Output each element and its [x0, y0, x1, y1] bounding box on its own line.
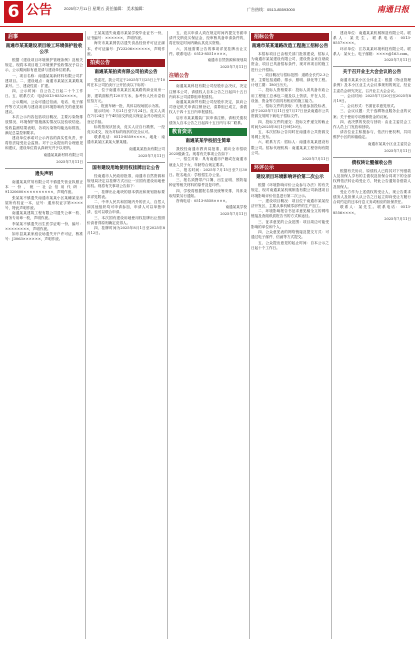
notice-paragraph: 南通某某科技有限公司经股东会决议，决定注销本公司，请债权人自本公告之日起四十五日内向本公司清算组申报债权。 — [169, 84, 247, 99]
notice-paragraph: 四、公示时间：自公告之日起二十个工作日。五、联系方式：电话0513-8552××××。 — [5, 89, 83, 99]
notice-signature: 2025年7月11日 — [220, 212, 247, 217]
notice-divider — [5, 168, 83, 169]
notice-paragraph: 四、挂牌时间为2025年8月1日至2025年8月12日。 — [87, 226, 165, 236]
notice-paragraph: 根据《环境影响评价公众参与办法》的有关规定，现对南通某某机械制造有限公司新建项目环境影响评价信息进行第二次公示。 — [251, 183, 329, 198]
notice-paragraph: 三、征求意见的公众范围：项目周边可能受影响的单位和个人。 — [251, 219, 329, 229]
notice-paragraph: 二、环境影响报告书征求意见稿全文的网络链接及查阅纸质报告书的方式和途径。 — [251, 209, 329, 219]
notice-title: 建设项目环境影响评价第二次公示 — [256, 175, 324, 181]
notice-paragraph: 四、学校将根据报名情况统筹安排，具体录取结果另行通知。 — [169, 188, 247, 198]
column-divider — [167, 31, 168, 639]
notice-divider — [333, 66, 411, 67]
notice-paragraph: 六、其他需要公告的事项详见挂牌出让文件。联系电话：0513-8551××××。 — [169, 46, 247, 56]
section-header: 拍卖公告 — [87, 59, 165, 67]
notice-paragraph: 一、项目名称：南通某某新材料有限公司扩建项目。二、建设地点：南通市某某区某某路某某号。三、建设性质：扩建。 — [5, 73, 83, 89]
notice-paragraph: 二、投标人资格要求：投标人须具备市政公用工程施工总承包二级及以上资质，并在人员、设备、资金等方面具有相应的施工能力。 — [251, 88, 329, 103]
notice-paragraph: 联系人：某先生。联系电话：0513-8556××××。 — [333, 205, 411, 215]
page-number: 6 — [4, 1, 23, 23]
notice-paragraph: 展示时间：7月21日至7月24日。竞买人须在7月24日下午4时前交纳竞买保证金并办理竞买登记手续。 — [87, 109, 165, 124]
section-header: 招标公告 — [251, 33, 329, 41]
notice-signature: 2025年7月11日 — [384, 58, 411, 63]
notice-paragraph: 一、位于南通市某某区某某路的商业用房一套，建筑面积约120平方米，参考价人民币壹佰伍拾万元。 — [87, 88, 165, 103]
notice-signature: 2025年7月11日 — [56, 159, 83, 164]
notice-paragraph: 南通市某某小区全体业主：根据《物业管理条例》及本小区业主大会议事规则的规定，经业主委员会研究决定，召开业主大会会议。 — [333, 78, 411, 93]
notice-paragraph: 一、建设项目概况：项目位于南通市某某经济开发区，主要从事机械零部件的生产加工。 — [251, 198, 329, 209]
notice-paragraph: 一、会议时间：2025年7月20日至2025年8月19日。 — [333, 93, 411, 104]
section-title: 公告 — [26, 3, 53, 18]
notice-paragraph: 受让方作为上述债权的受让人，现公告要求债务人及担保人从公告之日起立即向受让方履行合同约定的还本付息义务或相应的担保责任。 — [333, 189, 411, 205]
notice-paragraph: 五、本次招标公告同时在南通市公共资源交易网上发布。 — [251, 130, 329, 140]
notice-title: 南通市某某建设项目竣工环境保护验收公示 — [5, 44, 83, 55]
notice-title: 南通某某拍卖有限公司拍卖公告 — [94, 70, 158, 76]
column-2 — [87, 31, 165, 639]
notice-paragraph: 本招标项目已由相关部门批准建设，招标人为南通市某某建设有限公司，建设资金来自财政资金，项目已具备招标条件，现对该项目的施工进行公开招标。 — [251, 52, 329, 72]
notice-paragraph: 南通某某建筑工程有限公司遗失公章一枚、财务专用章一枚，声明作废。 — [5, 211, 83, 221]
notice-paragraph: 三、会议议题：关于选聘物业服务企业的议案；关于使用专项维修资金的议案。 — [333, 109, 411, 119]
notice-signature: 南通某某学校 — [225, 205, 247, 210]
notice-paragraph: 五、竞买申请人须在规定时间内提交书面申请并交纳竞买保证金，经审核具备申请条件的，将在规定时间内确认其竞买资格。 — [169, 31, 247, 46]
notice-paragraph: 环评单位：江苏某某环境科技有限公司。联系人：某女士。电子邮箱：××××@163.com。 — [333, 46, 411, 56]
notice-paragraph: 四、投标文件的递交：投标文件递交的截止时间为2025年8月1日9时30分。 — [251, 119, 329, 129]
notice-paragraph: 四、表决票的发放与回收：由业主委员会工作人员上门发放和回收。 — [333, 119, 411, 130]
notice-paragraph: 二、中华人民共和国境内外的法人、自然人和其他组织均可申请参加，申请人可以单独申请，也可以联合申请。 — [87, 200, 165, 215]
notice-paragraph: 公示期间，公众可通过信函、电话、电子邮件等方式反映与建设项目环境影响有关的意见和建议。 — [5, 99, 83, 115]
column-5 — [333, 31, 411, 639]
newspaper-logo: 南通日报 — [377, 4, 409, 14]
notice-paragraph: 如东县某某家庭农场遗失开户许可证，核准号：J3063××××××，声明作废。 — [5, 232, 83, 242]
notice-paragraph: 根据《建设项目环境保护管理条例》及相关规定，现将本项目竣工环境保护验收情况予以公示，公示期间如有意见请与建设单位联系。 — [5, 58, 83, 73]
notice-paragraph: 张某某不慎遗失南通市某某小区某幢某室房屋所有权证一本，证号：通房权证字第××××号，特此声明作废。 — [5, 195, 83, 211]
column-4 — [251, 31, 329, 639]
column-divider — [249, 31, 250, 639]
notice-paragraph: 根据有关协议，原债权人已将其对下列借款人及担保人享有的主债权及担保合同项下的全部权利依法转让给受让方，特此公告通知各借款人及担保人。 — [333, 169, 411, 189]
notice-paragraph: 咨询电话：0513-8558××××。 — [176, 199, 230, 204]
notice-paragraph: 受委托，我公司定于2025年7月25日上午10时在本公司拍卖厅公开拍卖以下标的： — [87, 78, 165, 88]
notice-paragraph: 联系电话：0513-8559××××。地址：南通市某某区某某大厦某楼。 — [87, 135, 165, 145]
section-header: 启事 — [5, 33, 83, 41]
notice-paragraph: 南通某某贸易有限公司不慎遗失营业执照正本一份，统一社会信用代码：91320600××××××××××，声明作废。 — [5, 180, 83, 195]
notice-paragraph: 李某某不慎遗失出生医学证明一份，编号：××××××××，声明作废。 — [5, 221, 83, 231]
issue-meta: 2025年7月11日 星期五 责任编辑： 美术编辑： — [64, 6, 147, 11]
notice-title: 关于召开业主大会会议的公告 — [342, 70, 402, 76]
notice-signature: 2025年7月11日 — [384, 148, 411, 153]
notice-paragraph: 五、公众提出意见的起止时间：自本公示之日起十个工作日。 — [251, 240, 329, 250]
notice-signature: 南通市自然资源和规划局 — [207, 58, 247, 63]
masthead — [0, 0, 415, 27]
notice-paragraph: 一、招生对象：具有南通市户籍或在南通市就业人员子女，年龄符合规定要求。 — [169, 157, 247, 167]
column-divider — [331, 31, 332, 639]
notice-signature: 2025年7月11日 — [220, 65, 247, 70]
notice-title: 国有建设用地使用权挂牌出让公告 — [92, 166, 160, 172]
notice-paragraph: 标的按现状拍卖，竞买人应自行勘察，一经竞买成交，视为对标的现状的完全认可。 — [87, 124, 165, 135]
ad-hotline: 广告热线：0513-85593000 — [246, 7, 295, 12]
notice-paragraph: 二、报废车辆一批，具体以现场展示为准。 — [94, 104, 163, 109]
section-header: 环评公示 — [251, 164, 329, 172]
notice-signature: 2025年7月11日 — [384, 216, 411, 221]
notice-signature: 南通市某某小区业主委员会 — [367, 141, 411, 146]
column-1 — [5, 31, 83, 639]
notice-paragraph: 启东市某某服装厂拟申请注销，请相关债权债务人自本公告之日起四十五日内与本厂联系。 — [169, 115, 247, 125]
notice-paragraph: 三、招标文件的获取：凡有意参加投标者，请于2025年7月11日至7月17日登录南通市公共资源交易网下载电子招标文件。 — [251, 104, 329, 119]
notice-signature: 南通某某拍卖有限公司 — [129, 146, 165, 151]
notice-signature: 2025年7月11日 — [302, 157, 329, 162]
notice-signature: 南通某某新材料有限公司 — [43, 152, 83, 157]
notice-paragraph: 请各位业主积极参与，依法行使权利，共同维护小区的和谐稳定。 — [333, 130, 411, 140]
notice-paragraph: 二、报名时间：2025年7月15日至7月30日。报名地点：学校招生办公室。 — [169, 167, 247, 178]
notice-paragraph: 四、公众意见表的网络链接及提交方式：可通过电子邮件、信函等方式提交。 — [251, 230, 329, 240]
notice-signature: 2025年7月11日 — [138, 153, 165, 158]
notice-divider — [87, 162, 165, 163]
notice-paragraph: 三、本次国有建设用地使用权挂牌出让按照价高者得原则确定竞得人。 — [87, 215, 165, 225]
notice-paragraph: 六、联系方式：招标人：南通市某某建设有限公司。招标代理机构：南通某某工程咨询有限公司。 — [251, 140, 329, 155]
notice-paragraph: 我校经南通市教育局批准，面向全市招收2025级新生。现将有关事项公告如下： — [169, 147, 247, 157]
notice-paragraph: 一、挂牌出让地块的基本情况和规划指标要求详见附表。 — [87, 189, 165, 199]
notice-paragraph: 二、会议形式：书面征求意见形式。 — [340, 104, 398, 109]
section-header: 教育资讯 — [169, 128, 247, 136]
notice-divider — [333, 157, 411, 158]
notice-title: 南通某某学校招生简章 — [185, 139, 231, 145]
section-header: 注销公告 — [169, 72, 247, 81]
notice-paragraph: 三、报名须携带户口簿、出生证明、预防接种证等相关材料的原件及复印件。 — [169, 178, 247, 188]
notice-paragraph: 本次公示内容包括项目概况、主要污染物排放情况、环境保护措施落实情况以及验收结论。验收监测结果表明，各项污染物均能达标排放，满足总量控制要求。 — [5, 115, 83, 135]
notice-paragraph: 建设单位：南通某某机械制造有限公司。联系人：某先生。联系电话：0513-8557××××。 — [333, 31, 411, 46]
column-divider — [85, 31, 86, 639]
notice-paragraph: 王某某遗失南通市某某学校毕业证书一份，证书编号：××××××，声明作废。 — [87, 31, 165, 41]
notice-paragraph: 海安市某某餐饮店遗失食品经营许可证正副本，许可证编号：JY23206××××××，声明作废。 — [87, 41, 165, 56]
notice-paragraph: 经南通市人民政府批准，南通市自然资源和规划局决定以挂牌方式出让一宗国有建设用地使用权。现将有关事项公告如下： — [87, 174, 165, 189]
notice-title: 南通市某某道路改造工程施工招标公告 — [251, 44, 329, 49]
notice-paragraph: 建设单位承诺对公示内容的真实性负责，并将依法接受社会监督。对于公众提出的合理意见和建议，建设单位将认真研究并予以采纳。 — [5, 136, 83, 151]
notice-paragraph: 一、项目概况与招标范围：道路全长约2.3公里，主要包括道路、排水、照明、绿化等工程。计划工期：180日历天。 — [251, 72, 329, 88]
notice-title: 遗失声明 — [35, 172, 53, 178]
column-3 — [169, 31, 247, 639]
notice-paragraph: 南通某某商贸有限公司经股东决定，拟向公司登记机关申请注销登记，清算组已成立，请债权人于四十五日内申报债权。 — [169, 100, 247, 115]
notice-title: 债权转让暨催收公告 — [351, 161, 393, 167]
